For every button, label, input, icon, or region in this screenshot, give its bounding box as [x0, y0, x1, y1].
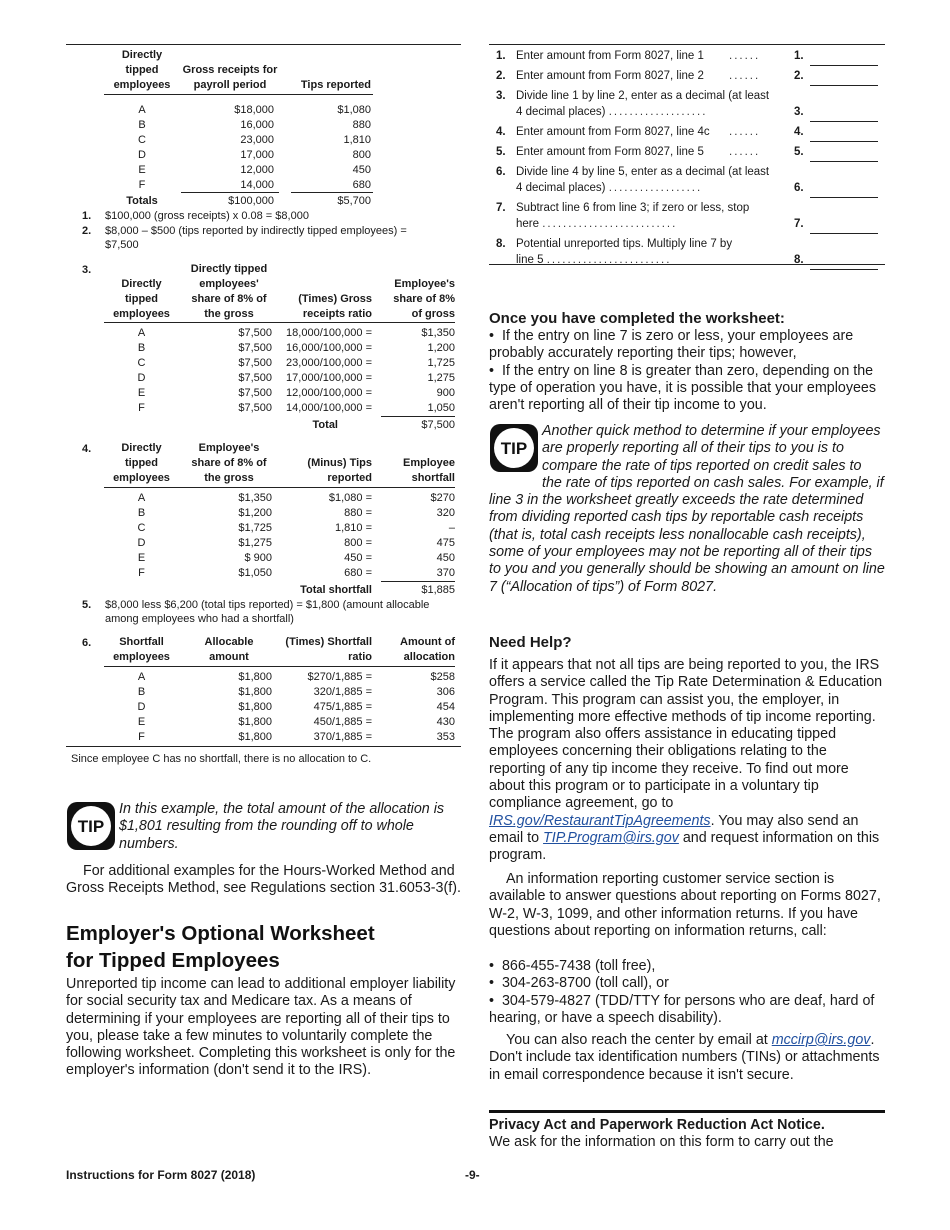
table-cell: $1,800 [238, 686, 272, 698]
table-cell: 1,810 = [334, 522, 372, 534]
additional-examples: For additional examples for the Hours-Worked Method and Gross Receipts Method, see Regulations section 31.6053-3(f). [66, 863, 461, 897]
line-text: Divide line 1 by line 2, enter as a decimal (at least 4 decimal places) ................... [516, 90, 770, 118]
worksheet [489, 48, 885, 266]
table-cell: 680 [352, 179, 371, 191]
line-text: Divide line 4 by line 5, enter as a decimal (at least 4 decimal places) .................. [516, 166, 770, 194]
line-number: 2. [496, 70, 506, 82]
line-text: Enter amount from Form 8027, line 5 [516, 146, 704, 158]
col-header: Directly tipped employees [113, 278, 170, 320]
table-cell: D [138, 149, 146, 161]
table-cell: 800 = [344, 537, 372, 549]
table-cell: 370 [436, 567, 455, 579]
note-2: 2. $8,000 – $500 (tips reported by indirectly tipped employees) = $7,500 [82, 225, 407, 251]
tip-program-email-link[interactable]: TIP.Program@irs.gov [543, 829, 679, 846]
irs-restaurant-link[interactable]: IRS.gov/RestaurantTipAgreements [489, 812, 711, 829]
table-cell: C [137, 357, 146, 369]
table-row [66, 730, 461, 745]
col-header: (Minus) Tips reported [307, 457, 372, 484]
table-cell: 475/1,885 = [313, 701, 372, 713]
col-header: Shortfall employees [113, 636, 170, 663]
phone-list [489, 958, 885, 1027]
table-cell: C [138, 134, 146, 146]
once-heading: Once you have completed the worksheet: [489, 310, 785, 327]
table-cell: 900 [436, 387, 455, 399]
amount-entry-line[interactable] [810, 70, 878, 86]
total-row: Total $7,500 [312, 419, 455, 431]
table-cell: D [137, 701, 146, 713]
table-cell: F [138, 567, 145, 579]
table-cell: C [137, 522, 146, 534]
table-row [66, 506, 461, 521]
table-row [66, 148, 461, 163]
no-shortfall-note: Since employee C has no shortfall, there is no allocation to C. [71, 753, 372, 765]
table-cell: A [137, 671, 146, 683]
worksheet-line-1: 1. Enter amount from Form 8027, line 1 ...... 1. [489, 48, 885, 68]
line-text: Enter amount from Form 8027, line 4c [516, 126, 710, 138]
table-row [66, 551, 461, 566]
line-text: Enter amount from Form 8027, line 2 [516, 70, 704, 82]
table-cell: $1,350 [238, 492, 272, 504]
amount-entry-line[interactable] [810, 218, 878, 234]
table-cell: B [137, 686, 146, 698]
line-ref: 1. [794, 50, 804, 62]
worksheet-line-2: 2. Enter amount from Form 8027, line 2 ...... 2. [489, 68, 885, 88]
table-row [66, 103, 461, 118]
line-number: 3. [496, 90, 506, 102]
amount-entry-line[interactable] [810, 106, 878, 122]
table-cell: 454 [436, 701, 455, 713]
table-cell: 800 [352, 149, 371, 161]
col-header: Tips reported [300, 79, 371, 91]
table-cell: $1,800 [238, 731, 272, 743]
table-cell: 23,000 [240, 134, 274, 146]
table-cell: E [137, 552, 146, 564]
col-header: Directly tipped employees [113, 49, 171, 91]
need-help-heading: Need Help? [489, 634, 572, 651]
line-number: 7. [496, 202, 506, 214]
table-cell: E [138, 164, 146, 176]
table-cell: 306 [436, 686, 455, 698]
table-cell: B [138, 119, 146, 131]
col-header: Directly tipped employees [113, 442, 170, 484]
worksheet-line-4: 4. Enter amount from Form 8027, line 4c ...... 4. [489, 124, 885, 144]
table-cell: $ 900 [244, 552, 272, 564]
totals-row: Totals $100,000 $5,700 [126, 195, 371, 207]
table-share-of-gross: 3. Directly tipped employees Directly tipped employees' share of 8% of the gross (Times) Gross receipts ratio Employee's share of 8% of gross A $7,500 18,000/100,000 = $1,350 B $7,500 16,000/100,000 = 1,200 C $7,500 23,000/100,000 = 1,725 D $7,500 17,000/100,000 = 1,275 E $7,500 12,000/100,000 = 900 F $7,500 14,000/100,000 = 1,050 Total $7,500 [66, 262, 461, 437]
tip-icon [66, 801, 116, 851]
line-ref: 7. [794, 218, 804, 230]
table-cell: $1,050 [238, 567, 272, 579]
line-ref: 2. [794, 70, 804, 82]
table-cell: $1,275 [238, 537, 272, 549]
line-number: 6. [496, 166, 506, 178]
table-cell: 880 = [344, 507, 372, 519]
table-row [66, 401, 461, 416]
table-row [66, 521, 461, 536]
table-cell: $7,500 [238, 372, 272, 384]
table-cell: 1,050 [427, 402, 455, 414]
table-cell: 14,000/100,000 = [286, 402, 372, 414]
amount-entry-line[interactable] [810, 50, 878, 66]
table-cell: 12,000/100,000 = [286, 387, 372, 399]
table-cell: 880 [352, 119, 371, 131]
table-row [66, 700, 461, 715]
svg-text:TIP: TIP [77, 817, 105, 836]
table-cell: A [138, 104, 146, 116]
page-number: -9- [465, 1168, 480, 1182]
line-ref: 4. [794, 126, 804, 138]
table-row [66, 118, 461, 133]
table-cell: 450/1,885 = [313, 716, 372, 728]
worksheet-line-7 [489, 200, 885, 236]
table-cell: 320 [436, 507, 455, 519]
list-item: • 866-455-7438 (toll free), [489, 958, 656, 974]
tip-box-2 [489, 423, 885, 618]
svg-text:TIP: TIP [500, 439, 528, 458]
table-cell: 475 [436, 537, 455, 549]
amount-entry-line[interactable] [810, 126, 878, 142]
line-number: 1. [496, 50, 506, 62]
amount-entry-line[interactable] [810, 146, 878, 162]
table-cell: 1,810 [343, 134, 371, 146]
table-header [66, 48, 461, 93]
table-cell: $18,000 [234, 104, 274, 116]
col-header: (Times) Gross receipts ratio [298, 293, 372, 320]
footer-form-title: Instructions for Form 8027 (2018) [66, 1168, 256, 1182]
table-cell: 680 = [344, 567, 372, 579]
table-cell: $1,800 [238, 716, 272, 728]
col-header: Amount of allocation [400, 636, 455, 663]
table-shortfall: 4. Directly tipped employees Employee's share of 8% of the gross (Minus) Tips reported Employee shortfall A $1,350 $1,080 = $270 B $1,200 880 = 320 C $1,725 1,810 = – D $1,275 800 = 475 E $ 900 450 = 450 F $1,050 680 = 370 Total shortfall $1,885 [66, 441, 461, 601]
note-1: 1. $100,000 (gross receipts) x 0.08 = $8,000 [82, 210, 309, 222]
once-bullets [489, 328, 885, 414]
line-number: 8. [496, 238, 506, 250]
table-row [66, 371, 461, 386]
tip-text: Another quick method to determine if your employees are properly reporting all of their tips to you is to compare the rate of tips reported on credit sales to the rate of tips reported on cash sales. For example, if line 3 in the worksheet greatly exceeds the rate determined from dividing reported cash tips by reportable cash receipts (that is, total cash receipts less nonallocable cash receipts), some of your employees may not be reporting all of their tips to you and you generally should be showing an amount on line 7 (“Allocation of tips”) of Form 8027. [489, 423, 885, 595]
table-row [66, 491, 461, 506]
table-row [66, 685, 461, 700]
table-cell: 450 [352, 164, 371, 176]
need-help-paragraph: If it appears that not all tips are being reported to you, the IRS offers a service called the Tip Rate Determination & Education Program. This program can assist you, the employer, in implementing more effective methods of tip income reporting. The program also offers assistance in educating tipped employees concerning their obligations relating to the reporting of any tip income they receive. To find out more about this program or to participate in a voluntary tip compliance agreement, go to IRS.gov/RestaurantTipAgreements. You may also send an email to TIP.Program@irs.gov and request information on this program. [489, 657, 883, 864]
table-row [66, 326, 461, 341]
line-text: Enter amount from Form 8027, line 1 [516, 50, 704, 62]
table-cell: A [137, 327, 146, 339]
line-ref: 8. [794, 254, 804, 266]
table-row [66, 356, 461, 371]
col-header: (Times) Shortfall ratio [285, 636, 372, 663]
list-item: • If the entry on line 8 is greater than zero, depending on the type of operation you have, it is possible that your employees aren't reporting all of their tip income to you. [489, 362, 877, 414]
amount-entry-line[interactable] [810, 254, 878, 270]
table-cell: 17,000/100,000 = [286, 372, 372, 384]
table-cell: 450 = [344, 552, 372, 564]
table-cell: F [138, 402, 145, 414]
table-row [66, 178, 461, 193]
col-header: Employee shortfall [403, 457, 455, 484]
table-cell: $1,080 = [328, 492, 372, 504]
table-cell: B [137, 342, 146, 354]
line-text: Potential unreported tips. Multiply line 7 by line 5 ........................ [516, 238, 733, 266]
tip-text: In this example, the total amount of the allocation is $1,801 resulting from the rounding off to whole numbers. [119, 801, 445, 852]
worksheet-title-1: Employer's Optional Worksheet [66, 922, 375, 945]
table-cell: A [137, 492, 146, 504]
table-row [66, 536, 461, 551]
table-allocation: 6. Shortfall employees Allocable amount (Times) Shortfall ratio Amount of allocation A $1,800 $270/1,885 = $258 B $1,800 320/1,885 = 306 D $1,800 475/1,885 = 454 E $1,800 450/1,885 = 430 F $1,800 370/1,885 = 353 [66, 635, 461, 747]
table-cell: 17,000 [240, 149, 274, 161]
table-cell: D [137, 372, 146, 384]
col-header: Directly tipped employees' share of 8% of the gross [190, 263, 268, 320]
col-header: Gross receipts for payroll period [182, 64, 278, 91]
table-cell: F [138, 731, 145, 743]
table-cell: 23,000/100,000 = [286, 357, 372, 369]
table-cell: F [138, 179, 146, 191]
worksheet-line-5: 5. Enter amount from Form 8027, line 5 ...... 5. [489, 144, 885, 164]
table-cell: $7,500 [238, 387, 272, 399]
table-cell: 1,200 [427, 342, 455, 354]
table-cell: 450 [436, 552, 455, 564]
line-number: 4. [496, 126, 506, 138]
table-cell: 320/1,885 = [313, 686, 372, 698]
table-cell: 370/1,885 = [313, 731, 372, 743]
table-cell: E [137, 387, 146, 399]
worksheet-line-8 [489, 236, 885, 272]
table-cell: $270/1,885 = [307, 671, 372, 683]
table-gross-receipts [66, 48, 461, 213]
table-cell: $1,350 [421, 327, 455, 339]
table-cell: $270 [430, 492, 455, 504]
worksheet-line-6 [489, 164, 885, 200]
table-row [66, 341, 461, 356]
col-header: Employee's share of 8% of gross [393, 278, 455, 320]
email-paragraph: You can also reach the center by email at mccirp@irs.gov. Don't include tax identification numbers (TINs) or attachments in email correspondence because it isn't secure. [489, 1032, 880, 1083]
table-cell: $258 [430, 671, 455, 683]
table-cell: $1,080 [337, 104, 371, 116]
table-cell: $1,800 [238, 671, 272, 683]
list-item: • 304-579-4827 (TDD/TTY for persons who are deaf, hard of hearing, or have a speech disability). [489, 992, 875, 1026]
table-cell: $7,500 [238, 342, 272, 354]
line-text: Subtract line 6 from line 3; if zero or less, stop here .......................... [516, 202, 750, 230]
table-cell: – [448, 522, 455, 534]
table-cell: 1,725 [427, 357, 455, 369]
table-cell: $7,500 [238, 327, 272, 339]
table-cell: 353 [436, 731, 455, 743]
total-row: Total shortfall $1,885 [300, 584, 455, 596]
table-cell: 16,000 [240, 119, 274, 131]
table-cell: 430 [436, 716, 455, 728]
col-header: Employee's share of 8% of the gross [191, 442, 267, 484]
table-cell: 16,000/100,000 = [286, 342, 372, 354]
worksheet-intro: Unreported tip income can lead to additional employer liability for social security tax and Medicare tax. As a means of determining if your employees are reporting all of their tips to you, please take a few minutes to voluntarily complete the following worksheet. Completing this worksheet is only for the employer's information (don't send it to the IRS). [66, 976, 456, 1079]
note-5: 5. $8,000 less $6,200 (total tips reported) = $1,800 (amount allocable among employees who had a shortfall) [82, 599, 430, 625]
table-row [66, 163, 461, 178]
worksheet-line-3 [489, 88, 885, 124]
worksheet-title-2: for Tipped Employees [66, 949, 280, 972]
line-ref: 5. [794, 146, 804, 158]
table-cell: 12,000 [240, 164, 274, 176]
top-rule [66, 44, 461, 45]
table-cell: E [137, 716, 146, 728]
table-row [66, 566, 461, 581]
table-cell: B [137, 507, 146, 519]
table-cell: $7,500 [238, 357, 272, 369]
info-reporting-paragraph: An information reporting customer service section is available to answer questions about reporting on Forms 8027, W-2, W-3, 1099, and other information returns. If you have questions about reporting on information returns, call: [489, 871, 881, 939]
table-cell: 18,000/100,000 = [286, 327, 372, 339]
list-item: • If the entry on line 7 is zero or less, your employees are probably accurately reporting their tips; however, [489, 328, 854, 362]
list-item: • 304-263-8700 (toll call), or [489, 975, 669, 992]
amount-entry-line[interactable] [810, 182, 878, 198]
privacy-notice: Privacy Act and Paperwork Reduction Act Notice. We ask for the information on this form to carry out the [489, 1117, 834, 1151]
line-number: 5. [496, 146, 506, 158]
line-ref: 3. [794, 106, 804, 118]
table-cell: $1,800 [238, 701, 272, 713]
table-cell: D [137, 537, 146, 549]
table-cell: $1,200 [238, 507, 272, 519]
table-row [66, 386, 461, 401]
col-header: Allocable amount [204, 636, 254, 663]
table-cell: 1,275 [427, 372, 455, 384]
table-row [66, 133, 461, 148]
table-cell: $1,725 [238, 522, 272, 534]
tip-box [66, 801, 461, 856]
table-cell: 14,000 [240, 179, 274, 191]
mccirp-email-link[interactable]: mccirp@irs.gov [771, 1032, 871, 1048]
table-row [66, 715, 461, 730]
table-cell: $7,500 [238, 402, 272, 414]
table-row [66, 670, 461, 685]
line-ref: 6. [794, 182, 804, 194]
